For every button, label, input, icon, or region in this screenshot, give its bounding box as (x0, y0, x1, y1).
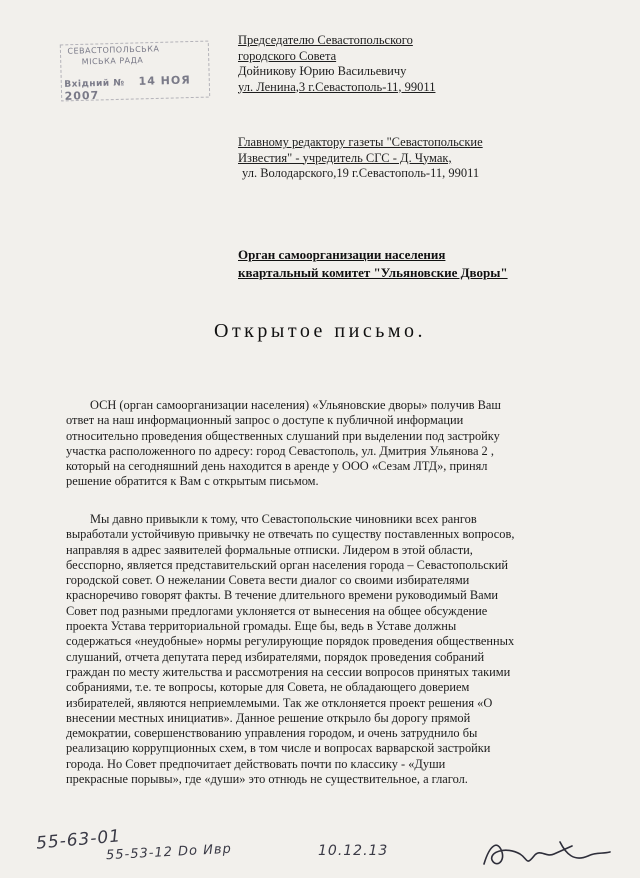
paragraph-line: граждан по месту жительства и рассмотрения на сессии вопросов принятых такими (66, 664, 511, 679)
recipient-editor (238, 135, 483, 182)
handwritten-phone-2: 55-53-12 Do Ивр (105, 841, 233, 864)
paragraph-line: относительно проведения общественных слушаний при выделении под застройку (66, 428, 500, 443)
recipient1-line4: ул. Ленина,3 г.Севастополь-11, 99011 (238, 79, 436, 94)
recipient2-line2: Известия" - учредитель СГС - Д. Чумак, (238, 150, 452, 165)
stamp-line-2: МІСЬКА РАДА (81, 55, 144, 67)
recipient-chairman (238, 33, 435, 95)
recipient1-line2: городского Совета (238, 48, 337, 63)
handwritten-phone-1: 55-63-01 (35, 826, 122, 854)
recipient1-line1: Председателю Севастопольского (238, 33, 413, 47)
stamp-incoming-label: Вхідний № (64, 78, 125, 90)
paragraph-line: города. Но Совет предпочитает действовать почти по классику - «Души (66, 756, 446, 771)
paragraph-line: Мы давно привыкли к тому, что Севастопольские чиновники всех рангов (90, 512, 477, 526)
sender-organization (238, 246, 508, 282)
paragraph-line: демократии, совершенствованию управления городом, и очень затруднило бы (66, 726, 478, 741)
paragraph-line: решение обратится к Вам с открытым письмом. (66, 474, 319, 489)
sender-line1: Орган самоорганизации населения (238, 247, 446, 262)
paragraph-line: ответ на наш информационный запрос о доступе к публичной информации (66, 413, 464, 428)
recipient1-line3: Дойникову Юрию Васильевичу (238, 64, 407, 78)
paragraph-line: проекта Устава территориальной громады. Еще бы, ведь в Уставе должны (66, 619, 457, 634)
paragraph-line: реализацию коррупционных схем, в том числе и вопросах варварской застройки (66, 741, 491, 756)
paragraph-line: слушаний, отчета депутата перед избирателями, порядок проведения собраний (66, 649, 485, 664)
recipient2-line3: ул. Володарского,19 г.Севастополь-11, 99011 (242, 166, 480, 180)
paragraph-line: внесении местных инициатив». Данное решение открыло бы дорогу прямой (66, 710, 471, 725)
letter-title: Открытое письмо. (214, 320, 426, 342)
signature-icon (476, 834, 616, 874)
paragraph-line: направляя в адрес заявителей формальные отписки. Лидером в этой области, (66, 542, 473, 557)
paragraph-line: участка расположенного по адресу: город Севастополь, ул. Дмитрия Ульянова 2 , (66, 443, 494, 458)
paragraph-line: выработали устойчивую привычку не отвечать по существу поставленных вопросов, (66, 527, 515, 542)
paragraph-line: прекрасные порывы», где «души» это отнюдь не существительное, а глагол. (66, 772, 468, 787)
recipient2-line1: Главному редактору газеты "Севастопольские (238, 135, 483, 149)
paragraph-line: собраниями, т.е. те вопросы, которые для Совета, не обладающего доверием (66, 680, 470, 695)
paragraph-line: городской совет. О нежелании Совета вести диалог со своими избирателями (66, 573, 470, 588)
stamp-date: 14 НОЯ 2007 (64, 73, 191, 103)
paragraph-line: который на сегодняшний день находится в аренде у ООО «Сезам ЛТД», принял (66, 459, 488, 474)
paragraph-line: ОСН (орган самоорганизации населения) «Ульяновские дворы» получив Ваш (90, 398, 501, 412)
stamp-line-3 (64, 74, 211, 104)
paragraph-line: содержаться «неудобные» нормы регулирующие порядок проведения общественных (66, 634, 515, 649)
paragraph-line: красноречиво говорят факты. В течение длительного времени руководимый Вами (66, 588, 499, 603)
sender-line2: квартальный комитет "Ульяновские Дворы" (238, 265, 508, 280)
paragraph-line: Совет под разными предлогами уклоняется от вынесения на общее обсуждение (66, 603, 488, 618)
paragraph-2 (66, 512, 578, 787)
paragraph-line: бесспорно, является представительский орган населения города – Севастопольский (66, 557, 509, 572)
stamp-line-1: СЕВАСТОПОЛЬСЬКА (67, 44, 160, 56)
handwritten-date: 10.12.13 (318, 843, 389, 859)
paragraph-1 (66, 398, 578, 490)
registration-stamp (59, 40, 210, 102)
paragraph-line: избирателей, являются неприемлемыми. Так же отклоняется проект решения «О (66, 695, 493, 710)
